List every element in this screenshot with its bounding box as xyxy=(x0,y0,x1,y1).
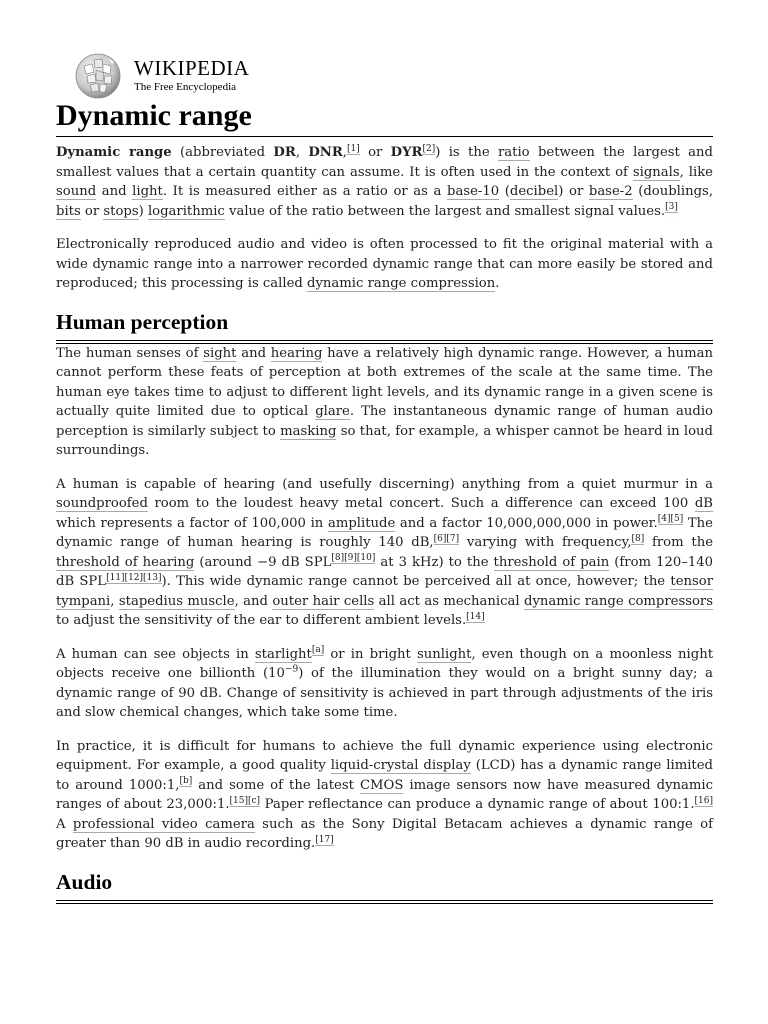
link-ratio[interactable]: ratio xyxy=(497,145,530,160)
text: . xyxy=(495,276,500,291)
citation-link[interactable]: [8] xyxy=(631,533,645,544)
human-paragraph-4 xyxy=(56,737,713,854)
text: , and xyxy=(234,593,273,609)
citation-3[interactable] xyxy=(665,202,678,213)
text: and xyxy=(96,184,133,199)
text: , xyxy=(342,145,347,160)
text: , like xyxy=(679,164,713,180)
note-a[interactable] xyxy=(312,645,324,656)
link-bits[interactable]: bits xyxy=(56,203,81,219)
link-dynamic-range-compressors[interactable]: dynamic range compressors xyxy=(524,593,713,609)
text: and some of the latest xyxy=(192,777,360,793)
intro-paragraph-2 xyxy=(56,235,713,294)
text: value of the ratio between the largest and smallest signal values. xyxy=(224,203,666,219)
text: from the xyxy=(644,535,714,550)
link-glare[interactable]: glare xyxy=(315,404,350,419)
citation-link[interactable]: [8][9][10] xyxy=(331,553,376,564)
link-outer-hair-cells[interactable]: outer hair cells xyxy=(272,593,375,609)
citation-17[interactable] xyxy=(315,835,333,846)
text: Paper reflectance can produce a dynamic range of about 100:1. xyxy=(260,797,695,812)
text: and xyxy=(236,345,271,361)
link-logarithmic[interactable]: logarithmic xyxy=(147,203,225,219)
text: ) of the illumination they would on a bright sunny day; a dynamic range of 90 dB. Change of sensitivity is achieved in part through adjustments of the iris and slow chemical changes, which take some time. xyxy=(56,666,714,720)
text: or xyxy=(80,203,104,219)
text: (from 120–140 dB SPL xyxy=(56,554,714,589)
text: , even though on a moonless night objects receive one billionth (10 xyxy=(56,646,714,681)
text: ( xyxy=(499,184,510,199)
text: The dynamic range of human hearing is roughly 140 dB, xyxy=(56,515,713,550)
text: to adjust the sensitivity of the ear to different ambient levels. xyxy=(56,613,467,628)
citation-link[interactable]: [17] xyxy=(315,834,334,845)
citation-8[interactable] xyxy=(631,534,644,545)
wikipedia-logo[interactable] xyxy=(74,52,274,98)
wordmark xyxy=(134,57,249,94)
text: or xyxy=(359,145,391,160)
note-link[interactable]: [b] xyxy=(179,776,193,787)
text: so that, for example, a whisper cannot be heard in loud surroundings. xyxy=(56,423,713,458)
link-stapedius-muscle[interactable]: stapedius muscle xyxy=(118,593,235,609)
text: ) is the xyxy=(435,145,498,160)
link-sound[interactable]: sound xyxy=(56,184,97,199)
citation-link[interactable]: [15][c] xyxy=(229,795,261,806)
link-sunlight[interactable]: sunlight xyxy=(417,646,472,662)
text: varying with frequency, xyxy=(459,535,632,550)
link-threshold-of-pain[interactable]: threshold of pain xyxy=(493,554,610,570)
text: image sensors now have measured dynamic ranges of about 23,000:1. xyxy=(56,777,714,812)
human-paragraph-2 xyxy=(56,475,713,631)
wikipedia-globe-icon xyxy=(74,52,122,100)
citation-14[interactable] xyxy=(466,612,484,623)
text: . It is measured either as a ratio or as a xyxy=(162,184,448,199)
article-body xyxy=(56,143,713,904)
text: such as the Sony Digital Betacam achieves a dynamic range of greater than 90 dB in audio recording. xyxy=(56,816,713,851)
text: , xyxy=(295,145,309,160)
text: (LCD) has a dynamic range limited to around 1000:1, xyxy=(56,758,713,793)
text: room to the loudest heavy metal concert. Such a difference can exceed 100 xyxy=(147,496,695,511)
citation-link[interactable]: [6][7] xyxy=(433,533,460,544)
text: A human can see objects in xyxy=(56,646,255,662)
link-base-2[interactable]: base-2 xyxy=(588,184,633,199)
citation-link[interactable]: [2] xyxy=(422,143,436,154)
link-masking[interactable]: masking xyxy=(280,423,337,439)
citation-link[interactable]: [4][5] xyxy=(657,514,684,525)
human-paragraph-3 xyxy=(56,645,713,723)
text: The human senses of xyxy=(56,345,204,361)
text: Electronically reproduced audio and video is often processed to fit the original material with a wide dynamic range into a narrower recorded dynamic range that can more easily be stored and reproduced; this processing is called xyxy=(56,237,713,291)
text: A xyxy=(56,816,73,832)
human-paragraph-1 xyxy=(56,344,713,461)
text: ) or xyxy=(558,184,589,199)
link-soundproofed[interactable]: soundproofed xyxy=(56,496,148,511)
abbr-dnr: DNR xyxy=(308,145,343,160)
link-signals[interactable]: signals xyxy=(632,164,680,180)
text: ). This wide dynamic range cannot be perceived all at once, however; the xyxy=(161,574,671,589)
link-tensor-tympani[interactable]: tensor tympani xyxy=(56,574,713,609)
citation-11-12-13[interactable] xyxy=(106,573,161,584)
section-heading-human-perception: Human perception xyxy=(56,308,713,344)
text: and a factor 10,000,000,000 in power. xyxy=(395,515,658,531)
exponent: −9 xyxy=(284,664,299,675)
link-liquid-crystal-display[interactable]: liquid-crystal display xyxy=(330,758,471,773)
link-stops[interactable]: stops xyxy=(103,203,139,219)
note-link[interactable]: [a] xyxy=(311,645,325,656)
text: In practice, it is difficult for humans to achieve the full dynamic experience using electronic equipment. For example, a good quality xyxy=(56,738,713,773)
term-bold: Dynamic range xyxy=(56,145,172,160)
text: between the largest and smallest values that a certain quantity can assume. It is often used in the context of xyxy=(56,145,713,180)
link-cmos[interactable]: CMOS xyxy=(359,777,404,793)
section-heading-audio: Audio xyxy=(56,868,713,904)
citation-15-c[interactable] xyxy=(230,796,261,807)
citation-link[interactable]: [11][12][13] xyxy=(106,572,162,583)
abbr-dr: DR xyxy=(273,145,296,160)
link-hearing[interactable]: hearing xyxy=(270,345,323,361)
citation-1[interactable] xyxy=(347,144,360,155)
text: which represents a factor of 100,000 in xyxy=(56,515,328,531)
link-starlight[interactable]: starlight xyxy=(254,646,312,662)
link-professional-video-camera[interactable]: professional video camera xyxy=(72,816,255,832)
citation-link[interactable]: [1] xyxy=(347,143,360,154)
citation-6-7[interactable] xyxy=(434,534,460,545)
citation-4-5[interactable] xyxy=(658,514,684,525)
text: (around −9 dB SPL xyxy=(194,554,332,570)
wordmark-tagline: The Free Encyclopedia xyxy=(134,81,237,93)
text: A human is capable of hearing (and usefully discerning) anything from a quiet murmur in a xyxy=(56,476,713,492)
intro-paragraph-1 xyxy=(56,143,713,221)
text: ) xyxy=(138,203,148,219)
text: have a relatively high dynamic range. However, a human cannot perform these feats of perception at both extremes of the scale at the same time. The human eye takes time to adjust to different light levels, and its dynamic range in a given scene is actually quite limited due to optical xyxy=(56,345,713,419)
link-threshold-of-hearing[interactable]: threshold of hearing xyxy=(56,554,195,570)
link-db[interactable]: dB xyxy=(694,496,713,511)
citation-16[interactable] xyxy=(695,796,713,807)
citation-2[interactable] xyxy=(422,144,435,155)
link-amplitude[interactable]: amplitude xyxy=(327,515,396,531)
text: (abbreviated xyxy=(171,145,274,160)
link-light[interactable]: light xyxy=(132,184,163,199)
page-title: Dynamic range xyxy=(56,96,713,137)
text: , xyxy=(110,593,119,609)
citation-link[interactable]: [16] xyxy=(694,795,714,806)
link-sight[interactable]: sight xyxy=(203,345,237,361)
link-dynamic-range-compression[interactable]: dynamic range compression xyxy=(307,276,496,291)
citation-link[interactable]: [14] xyxy=(466,611,485,622)
link-base-10[interactable]: base-10 xyxy=(447,184,500,199)
abbr-dyr: DYR xyxy=(390,145,423,160)
text: or in bright xyxy=(324,646,418,662)
text: . The instantaneous dynamic range of human audio perception is similarly subject to xyxy=(56,404,713,439)
wordmark-name: WIKIPEDIA xyxy=(134,56,250,80)
citation-8-9-10[interactable] xyxy=(331,553,375,564)
text: (doublings, xyxy=(632,184,714,199)
note-b[interactable] xyxy=(179,776,192,787)
text: at 3 kHz) to the xyxy=(375,554,494,570)
link-decibel[interactable]: decibel xyxy=(509,184,559,199)
citation-link[interactable]: [3] xyxy=(665,202,678,213)
text: all act as mechanical xyxy=(374,593,524,609)
